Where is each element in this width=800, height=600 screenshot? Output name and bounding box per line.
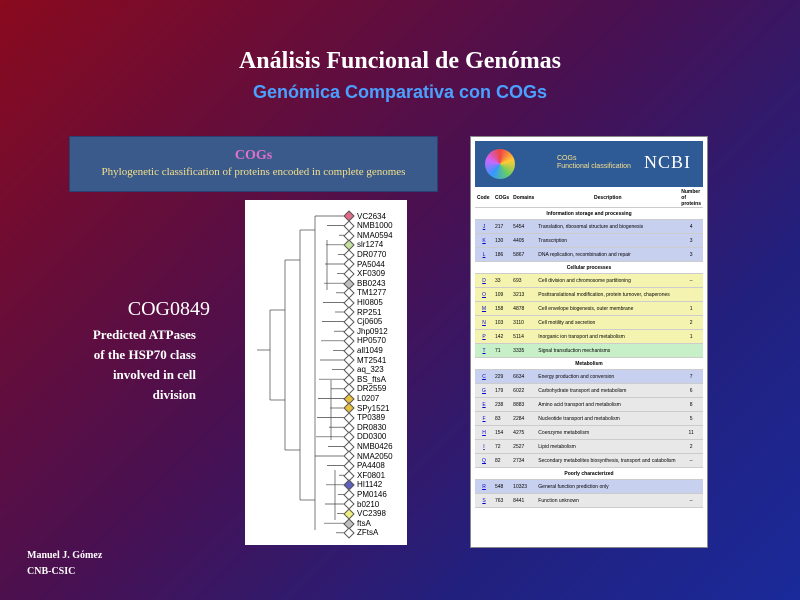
category-code-link[interactable]: F <box>475 412 493 426</box>
table-row <box>475 220 703 234</box>
leaf-label: TP0389 <box>357 413 386 423</box>
cog-id: COG0849 <box>127 298 210 320</box>
table-cell: 6634 <box>511 370 536 384</box>
tree-leaf <box>345 461 385 470</box>
table-row <box>475 480 703 494</box>
table-cell: 3335 <box>511 344 536 358</box>
table-cell: 6 <box>679 384 703 398</box>
table-row <box>475 330 703 344</box>
table-cell: 72 <box>493 440 511 454</box>
table-cell: – <box>679 454 703 468</box>
table-row <box>475 398 703 412</box>
cog-logo-icon <box>485 149 515 179</box>
author-block <box>27 548 102 580</box>
leaf-label: NMA2050 <box>357 451 393 461</box>
category-code-link[interactable]: E <box>475 398 493 412</box>
column-header: Description <box>536 189 679 208</box>
leaf-label: NMA0594 <box>357 230 393 240</box>
cog-category-table <box>475 189 703 508</box>
leaf-label: VC2634 <box>357 211 386 221</box>
tree-leaf <box>345 250 386 259</box>
table-row <box>475 274 703 288</box>
leaf-label: NMB0426 <box>357 441 393 451</box>
table-row <box>475 344 703 358</box>
tree-leaf <box>345 356 386 365</box>
phylogenetic-tree <box>245 200 407 545</box>
table-cell: General function prediction only <box>536 480 679 494</box>
category-group-row <box>475 358 703 370</box>
table-cell: 71 <box>493 344 511 358</box>
table-cell: 4 <box>679 220 703 234</box>
leaf-label: SPy1521 <box>357 403 390 413</box>
category-code-link[interactable]: J <box>475 220 493 234</box>
leaf-label: ZFtsA <box>357 528 379 538</box>
cog-desc-line: involved in cell <box>112 367 196 382</box>
tree-leaf <box>345 384 386 393</box>
leaf-label: b0210 <box>357 499 380 509</box>
table-cell: 4878 <box>511 302 536 316</box>
table-cell: 4405 <box>511 234 536 248</box>
cog-desc-line: division <box>152 387 196 402</box>
leaf-label: BS_ftsA <box>357 374 386 384</box>
table-cell: 10323 <box>511 480 536 494</box>
leaf-label: BB0243 <box>357 278 386 288</box>
category-group-label: Metabolism <box>475 358 703 370</box>
tree-leaf <box>345 413 385 422</box>
table-row <box>475 248 703 262</box>
cog-desc-line: Predicted ATPases <box>92 327 196 342</box>
table-cell: 103 <box>493 316 511 330</box>
ncbi-header-line1: COGs <box>557 155 577 162</box>
table-cell: 5 <box>679 412 703 426</box>
cogs-banner-title: COGs <box>234 148 273 163</box>
category-code-link[interactable]: R <box>475 480 493 494</box>
category-group-row <box>475 262 703 274</box>
table-cell: 2 <box>679 316 703 330</box>
tree-leaf <box>345 240 383 249</box>
tree-leaf <box>345 212 386 221</box>
table-cell: Lipid metabolism <box>536 440 679 454</box>
tree-leaf <box>345 394 379 403</box>
table-cell: 5114 <box>511 330 536 344</box>
category-code-link[interactable]: H <box>475 426 493 440</box>
table-cell: – <box>679 274 703 288</box>
tree-leaf <box>345 480 382 489</box>
leaf-label: RP251 <box>357 307 382 317</box>
leaf-label: DR0830 <box>357 422 387 432</box>
table-cell: 763 <box>493 494 511 508</box>
leaf-label: DD0300 <box>357 432 387 442</box>
leaf-label: HP0570 <box>357 336 386 346</box>
tree-leaf <box>345 365 384 374</box>
tree-leaf <box>345 260 385 269</box>
table-cell: Cell motility and secretion <box>536 316 679 330</box>
category-code-link[interactable]: P <box>475 330 493 344</box>
leaf-label: Jhp0912 <box>357 326 388 336</box>
table-cell: 8441 <box>511 494 536 508</box>
category-code-link[interactable]: K <box>475 234 493 248</box>
leaf-label: PA4408 <box>357 461 385 471</box>
category-code-link[interactable]: T <box>475 344 493 358</box>
leaf-label: aq_323 <box>357 365 384 375</box>
ncbi-header-line2: Functional classification <box>557 163 631 170</box>
column-header: Number of proteins <box>681 189 701 207</box>
category-code-link[interactable]: G <box>475 384 493 398</box>
table-cell: 186 <box>493 248 511 262</box>
table-cell: 7 <box>679 370 703 384</box>
cogs-banner <box>69 136 438 192</box>
tree-leaf <box>345 442 393 451</box>
table-cell: 2 <box>679 440 703 454</box>
tree-leaf <box>345 471 385 480</box>
category-group-label: Poorly characterized <box>475 468 703 480</box>
table-row <box>475 412 703 426</box>
table-row <box>475 316 703 330</box>
table-cell: 142 <box>493 330 511 344</box>
ncbi-header <box>475 141 703 187</box>
leaf-label: Cj0605 <box>357 317 383 327</box>
tree-leaf <box>345 221 393 230</box>
category-code-link[interactable]: L <box>475 248 493 262</box>
category-group-row <box>475 208 703 220</box>
table-row <box>475 302 703 316</box>
table-cell: Amino acid transport and metabolism <box>536 398 679 412</box>
table-cell: 1 <box>679 302 703 316</box>
table-cell: 693 <box>511 274 536 288</box>
table-cell: Nucleotide transport and metabolism <box>536 412 679 426</box>
author-affiliation: CNB-CSIC <box>27 566 76 577</box>
table-cell: Energy production and conversion <box>536 370 679 384</box>
ncbi-header-text <box>557 155 631 171</box>
ncbi-logo[interactable]: NCBI <box>643 152 691 172</box>
table-cell <box>679 480 703 494</box>
leaf-label: all1049 <box>357 345 383 355</box>
table-row <box>475 494 703 508</box>
cog-description <box>40 325 196 405</box>
column-header: Domains <box>511 189 536 208</box>
table-row <box>475 384 703 398</box>
table-cell: 5454 <box>511 220 536 234</box>
table-cell: Function unknown <box>536 494 679 508</box>
category-code-link[interactable]: I <box>475 440 493 454</box>
tree-leaf <box>345 404 389 413</box>
table-cell: 2527 <box>511 440 536 454</box>
table-cell: 3213 <box>511 288 536 302</box>
slide-title: Análisis Funcional de Genómas <box>238 48 562 74</box>
table-cell: 2284 <box>511 412 536 426</box>
tree-leaf <box>345 452 393 461</box>
tree-leaf <box>345 490 387 499</box>
category-group-row <box>475 468 703 480</box>
leaf-label: NMB1000 <box>357 221 393 231</box>
table-cell: 3 <box>679 234 703 248</box>
cogs-banner-subtitle: Phylogenetic classification of proteins encoded in complete genomes <box>101 166 406 178</box>
table-cell: 3110 <box>511 316 536 330</box>
leaf-label: DR2559 <box>357 384 387 394</box>
leaf-label: XF0309 <box>357 269 386 279</box>
leaf-label: PM0146 <box>357 489 387 499</box>
leaf-label: VC2398 <box>357 509 386 519</box>
table-cell: 4275 <box>511 426 536 440</box>
leaf-label: MT2541 <box>357 355 387 365</box>
table-cell: 8883 <box>511 398 536 412</box>
table-cell: 109 <box>493 288 511 302</box>
table-cell: 130 <box>493 234 511 248</box>
table-cell: 3 <box>679 248 703 262</box>
tree-leaf <box>345 288 386 297</box>
table-header-row <box>475 189 703 208</box>
leaf-label: HI0805 <box>357 297 383 307</box>
table-cell: Carbohydrate transport and metabolism <box>536 384 679 398</box>
leaf-label: PA5044 <box>357 259 385 269</box>
table-row <box>475 454 703 468</box>
table-cell: 548 <box>493 480 511 494</box>
tree-leaf <box>345 346 383 355</box>
leaf-label: L0207 <box>357 393 380 403</box>
table-cell: 154 <box>493 426 511 440</box>
table-row <box>475 426 703 440</box>
table-row <box>475 440 703 454</box>
leaf-label: TM1277 <box>357 288 387 298</box>
category-code-link[interactable]: Q <box>475 454 493 468</box>
leaf-label: ftsA <box>357 518 371 528</box>
table-cell: Translation, ribosomal structure and biogenesis <box>536 220 679 234</box>
category-code-link[interactable]: M <box>475 302 493 316</box>
table-cell: Transcription <box>536 234 679 248</box>
table-row <box>475 288 703 302</box>
table-cell: 229 <box>493 370 511 384</box>
table-cell: 1 <box>679 330 703 344</box>
category-code-link[interactable]: D <box>475 274 493 288</box>
category-code-link[interactable]: S <box>475 494 493 508</box>
column-header: Code <box>475 189 493 208</box>
leaf-label: slr1274 <box>357 240 384 250</box>
table-cell: 82 <box>493 454 511 468</box>
tree-leaf <box>345 423 386 432</box>
tree-leaf <box>345 308 381 317</box>
table-cell: 8 <box>679 398 703 412</box>
table-cell: 11 <box>679 426 703 440</box>
category-code-link[interactable]: O <box>475 288 493 302</box>
table-row <box>475 234 703 248</box>
tree-leaf <box>345 432 386 441</box>
table-cell: Cell envelope biogenesis, outer membrane <box>536 302 679 316</box>
table-cell: 33 <box>493 274 511 288</box>
table-cell <box>679 344 703 358</box>
slide-subtitle: Genómica Comparativa con COGs <box>252 82 548 102</box>
column-header: COGs <box>493 189 511 208</box>
table-cell: Coenzyme metabolism <box>536 426 679 440</box>
tree-leaf <box>345 528 378 537</box>
ncbi-cog-table-screenshot <box>470 136 708 548</box>
tree-leaf <box>345 269 385 278</box>
tree-leaf <box>345 327 388 336</box>
table-cell: 158 <box>493 302 511 316</box>
tree-leaf <box>345 375 386 384</box>
table-cell: Cell division and chromosome partitioning <box>536 274 679 288</box>
category-code-link[interactable]: N <box>475 316 493 330</box>
table-cell: 83 <box>493 412 511 426</box>
category-code-link[interactable]: C <box>475 370 493 384</box>
table-cell <box>679 288 703 302</box>
tree-leaf <box>345 298 383 307</box>
table-cell: 238 <box>493 398 511 412</box>
leaf-label: DR0770 <box>357 249 387 259</box>
tree-leaf <box>345 231 393 240</box>
table-cell: 179 <box>493 384 511 398</box>
leaf-marker-icon <box>343 528 354 539</box>
table-cell: 6022 <box>511 384 536 398</box>
table-cell: DNA replication, recombination and repair <box>536 248 679 262</box>
table-cell: 5867 <box>511 248 536 262</box>
leaf-label: XF0801 <box>357 470 386 480</box>
tree-leaf <box>345 336 386 345</box>
leaf-label: HI1142 <box>357 480 383 490</box>
author-name: Manuel J. Gómez <box>27 550 103 561</box>
tree-leaf <box>345 509 386 518</box>
table-cell: 2734 <box>511 454 536 468</box>
table-cell: Secondary metabolites biosynthesis, transport and catabolism <box>536 454 679 468</box>
tree-leaf <box>345 500 379 509</box>
tree-leaf <box>345 279 385 288</box>
table-cell: 217 <box>493 220 511 234</box>
table-cell: Signal transduction mechanisms <box>536 344 679 358</box>
table-cell: – <box>679 494 703 508</box>
table-row <box>475 370 703 384</box>
table-cell: Posttranslational modification, protein turnover, chaperones <box>536 288 679 302</box>
tree-leaf <box>345 317 382 326</box>
category-group-label: Information storage and processing <box>475 208 703 220</box>
cog-desc-line: of the HSP70 class <box>93 347 196 362</box>
category-group-label: Cellular processes <box>475 262 703 274</box>
table-cell: Inorganic ion transport and metabolism <box>536 330 679 344</box>
